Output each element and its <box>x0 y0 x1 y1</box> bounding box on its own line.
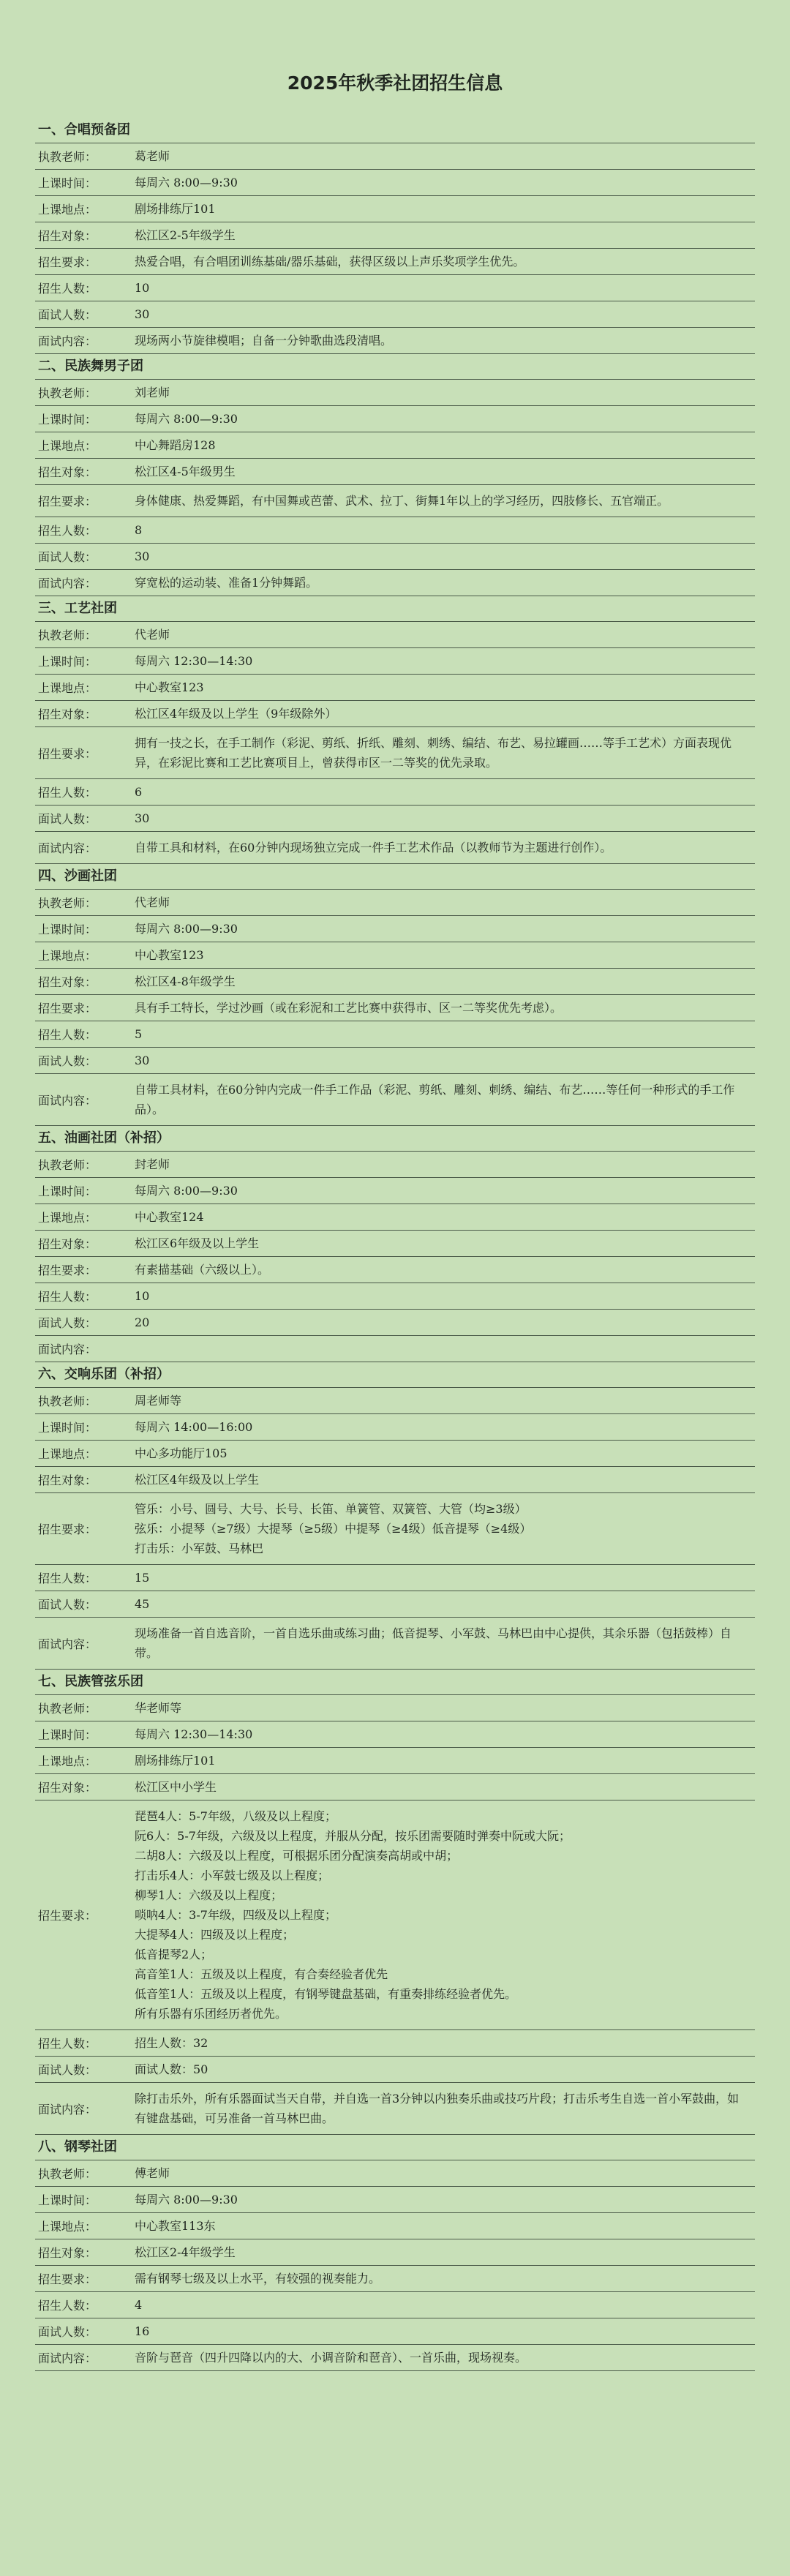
field-label: 执教老师： <box>38 1702 97 1716</box>
field-label: 招生人数： <box>38 524 97 538</box>
section-title: 八、钢琴社团 <box>35 2135 755 2160</box>
sections-container <box>35 118 755 2371</box>
section-piano <box>35 2135 755 2371</box>
field-label: 招生要求： <box>38 2272 97 2286</box>
field-label: 招生对象： <box>38 1237 97 1251</box>
field-value: 面试人数：50 <box>135 2062 208 2076</box>
field-label: 招生对象： <box>38 2246 97 2260</box>
section-oil-painting <box>35 1126 755 1362</box>
field-label: 上课时间： <box>38 1728 97 1742</box>
field-value: 周老师等 <box>135 1394 182 1408</box>
field-value: 现场准备一首自选音阶，一首自选乐曲或练习曲；低音提琴、小军鼓、马林巴由中心提供，其余乐器（包括鼓棒）自带。 <box>135 1626 732 1660</box>
field-label: 上课地点： <box>38 681 97 695</box>
info-row <box>35 1021 755 1048</box>
field-label: 招生要求： <box>38 1522 97 1536</box>
info-row <box>35 459 755 485</box>
info-row <box>35 1441 755 1467</box>
info-row <box>35 969 755 995</box>
field-value: 每周六 8:00—9:30 <box>135 922 238 936</box>
field-label: 招生要求： <box>38 1263 97 1277</box>
field-value: 每周六 12:30—14:30 <box>135 1727 253 1741</box>
field-label: 招生对象： <box>38 975 97 989</box>
field-label: 面试内容： <box>38 1343 97 1356</box>
field-value: 拥有一技之长，在手工制作（彩泥、剪纸、折纸、雕刻、刺绣、编结、布艺、易拉罐画……等手工艺术）方面表现优异，在彩泥比赛和工艺比赛项目上，曾获得市区一二等奖的优先录取。 <box>135 736 732 770</box>
field-value: 有素描基础（六级以上）。 <box>135 1263 270 1277</box>
info-row <box>35 544 755 570</box>
field-label: 招生人数： <box>38 786 97 800</box>
field-value: 葛老师 <box>135 149 170 163</box>
field-value: 16 <box>135 2324 150 2338</box>
field-label: 招生对象： <box>38 1473 97 1487</box>
info-row <box>35 1048 755 1074</box>
info-row <box>35 1336 755 1362</box>
info-row <box>35 2266 755 2292</box>
info-row <box>35 301 755 328</box>
field-label: 上课地点： <box>38 949 97 963</box>
field-value: 松江区4年级及以上学生 <box>135 1473 260 1487</box>
info-row <box>35 890 755 916</box>
info-row <box>35 2239 755 2266</box>
info-row <box>35 2292 755 2318</box>
info-row <box>35 806 755 832</box>
field-value: 每周六 8:00—9:30 <box>135 412 238 426</box>
field-value: 管乐：小号、圆号、大号、长号、长笛、单簧管、双簧管、大管（均≥3级） 弦乐：小提琴（≥7级）大提琴（≥5级）中提琴（≥4级）低音提琴（≥4级） 打击乐：小军鼓、马林巴 <box>135 1502 532 1555</box>
field-label: 面试内容： <box>38 1093 97 1108</box>
field-label: 上课地点： <box>38 1754 97 1768</box>
field-value: 音阶与琶音（四升四降以内的大、小调音阶和琶音）、一首乐曲，现场视奏。 <box>135 2351 527 2365</box>
field-label: 面试人数： <box>38 1316 97 1330</box>
field-value: 除打击乐外，所有乐器面试当天自带，并自选一首3分钟以内独奏乐曲或技巧片段；打击乐考生自选一首小军鼓曲，如有键盘基础，可另准备一首马林巴曲。 <box>135 2092 740 2125</box>
info-row <box>35 2030 755 2057</box>
field-value: 30 <box>135 1054 150 1067</box>
info-row <box>35 1467 755 1493</box>
info-row <box>35 1493 755 1565</box>
info-row <box>35 1800 755 2030</box>
info-row <box>35 2057 755 2083</box>
field-label: 上课时间： <box>38 1421 97 1435</box>
info-row <box>35 380 755 406</box>
info-row <box>35 779 755 806</box>
info-row <box>35 942 755 969</box>
field-label: 上课地点： <box>38 1447 97 1461</box>
field-value: 每周六 8:00—9:30 <box>135 1184 238 1198</box>
field-value <box>126 1346 755 1352</box>
field-label: 面试内容： <box>38 577 97 590</box>
info-row <box>35 675 755 701</box>
info-row <box>35 2083 755 2135</box>
section-craft <box>35 596 755 864</box>
field-label: 面试人数： <box>38 550 97 564</box>
field-label: 面试内容： <box>38 2351 97 2365</box>
section-sand-painting <box>35 864 755 1126</box>
field-label: 面试人数： <box>38 2063 97 2077</box>
field-value: 刘老师 <box>135 386 170 399</box>
field-label: 招生人数： <box>38 2299 97 2313</box>
field-label: 招生要求： <box>38 1002 97 1015</box>
field-value: 中心舞蹈房128 <box>135 438 216 452</box>
info-row <box>35 727 755 779</box>
field-value: 5 <box>135 1027 143 1041</box>
section-choir <box>35 118 755 354</box>
section-title: 一、合唱预备团 <box>35 118 755 143</box>
section-folk-dance <box>35 354 755 596</box>
field-label: 招生人数： <box>38 1028 97 1042</box>
section-symphony <box>35 1362 755 1670</box>
field-value: 每周六 8:00—9:30 <box>135 176 238 189</box>
info-row <box>35 249 755 275</box>
info-row <box>35 1748 755 1774</box>
field-value: 30 <box>135 307 150 321</box>
field-value: 华老师等 <box>135 1701 182 1715</box>
info-row <box>35 222 755 249</box>
field-value: 琵琶4人：5-7年级，八级及以上程度； 阮6人：5-7年级，六级及以上程度，并服从分配，按乐团需要随时弹奏中阮或大阮； 二胡8人：六级及以上程度，可根据乐团分配演奏高胡或中胡； 打击乐4人：小军鼓七级及以上程度； 柳琴1人：六级及以上程度； 唢呐4人：3-7年级，四级及以上程度； 大提琴4人：四级及以上程度； 低音提琴2人； 高音笙1人：五级及以上程度，有合奏经验者优先 低音笙1人：五级及以上程度，有钢琴键盘基础，有重奏排练经验者优先。 所有乐器有乐团经历者优先。 <box>135 1809 571 2021</box>
field-label: 招生对象： <box>38 707 97 721</box>
field-label: 招生人数： <box>38 1290 97 1304</box>
field-value: 松江区4-5年级男生 <box>135 465 236 478</box>
field-label: 招生要求： <box>38 255 97 269</box>
field-value: 代老师 <box>135 628 170 642</box>
field-value: 穿宽松的运动装、准备1分钟舞蹈。 <box>135 576 318 590</box>
field-label: 招生要求： <box>38 746 97 761</box>
info-row <box>35 995 755 1021</box>
field-label: 面试内容： <box>38 2102 97 2117</box>
section-title: 六、交响乐团（补招） <box>35 1362 755 1388</box>
info-row <box>35 1414 755 1441</box>
field-label: 招生对象： <box>38 229 97 243</box>
field-label: 上课地点： <box>38 2220 97 2234</box>
field-label: 面试人数： <box>38 1054 97 1068</box>
field-label: 上课地点： <box>38 1211 97 1225</box>
field-value: 8 <box>135 523 143 537</box>
field-value: 封老师 <box>135 1157 170 1171</box>
field-value: 剧场排练厅101 <box>135 1754 216 1768</box>
info-row <box>35 328 755 354</box>
field-label: 面试内容： <box>38 334 97 348</box>
field-label: 面试人数： <box>38 1598 97 1612</box>
field-label: 面试人数： <box>38 2325 97 2339</box>
field-value: 10 <box>135 281 150 295</box>
field-value: 自带工具材料，在60分钟内完成一件手工作品（彩泥、剪纸、雕刻、刺绣、编结、布艺……等任何一种形式的手工作品）。 <box>135 1083 735 1116</box>
info-row <box>35 832 755 864</box>
page-title: 2025年秋季社团招生信息 <box>287 72 503 94</box>
field-label: 上课时间： <box>38 655 97 669</box>
info-row <box>35 1231 755 1257</box>
field-label: 招生对象： <box>38 1781 97 1795</box>
field-label: 上课时间： <box>38 923 97 936</box>
info-row <box>35 648 755 675</box>
field-label: 面试内容： <box>38 841 97 855</box>
info-row <box>35 2187 755 2213</box>
info-row <box>35 170 755 196</box>
section-chinese-orchestra <box>35 1670 755 2135</box>
field-value: 30 <box>135 811 150 825</box>
info-row <box>35 570 755 596</box>
field-value: 需有钢琴七级及以上水平，有较强的视奏能力。 <box>135 2272 381 2286</box>
field-label: 面试人数： <box>38 812 97 826</box>
field-value: 每周六 8:00—9:30 <box>135 2193 238 2207</box>
field-label: 执教老师： <box>38 386 97 400</box>
field-label: 执教老师： <box>38 1394 97 1408</box>
info-row <box>35 1774 755 1800</box>
field-value: 热爱合唱，有合唱团训练基础/器乐基础，获得区级以上声乐奖项学生优先。 <box>135 255 525 269</box>
info-row <box>35 1695 755 1721</box>
field-label: 执教老师： <box>38 150 97 164</box>
info-row <box>35 1618 755 1670</box>
field-value: 中心教室123 <box>135 948 204 962</box>
info-row <box>35 517 755 544</box>
field-value: 中心教室123 <box>135 680 204 694</box>
field-label: 执教老师： <box>38 896 97 910</box>
section-title: 五、油画社团（补招） <box>35 1126 755 1152</box>
info-row <box>35 1283 755 1310</box>
field-value: 松江区6年级及以上学生 <box>135 1236 260 1250</box>
field-label: 招生人数： <box>38 1571 97 1585</box>
field-label: 上课时间： <box>38 1184 97 1198</box>
info-row <box>35 1178 755 1204</box>
info-row <box>35 701 755 727</box>
field-label: 上课时间： <box>38 413 97 427</box>
info-row <box>35 2318 755 2345</box>
field-value: 中心教室124 <box>135 1210 204 1224</box>
info-row <box>35 1152 755 1178</box>
field-value: 松江区中小学生 <box>135 1780 217 1794</box>
field-label: 上课时间： <box>38 176 97 190</box>
field-label: 招生要求： <box>38 495 97 508</box>
field-value: 6 <box>135 785 143 799</box>
info-row <box>35 432 755 459</box>
field-label: 面试人数： <box>38 308 97 322</box>
field-label: 执教老师： <box>38 2167 97 2181</box>
info-row <box>35 406 755 432</box>
field-value: 松江区2-4年级学生 <box>135 2245 236 2259</box>
field-label: 执教老师： <box>38 628 97 642</box>
field-value: 中心教室113东 <box>135 2219 216 2233</box>
field-label: 招生要求： <box>38 1909 97 1923</box>
section-title: 二、民族舞男子团 <box>35 354 755 380</box>
field-value: 松江区4年级及以上学生（9年级除外） <box>135 707 337 721</box>
field-value: 4 <box>135 2298 143 2312</box>
field-label: 上课时间： <box>38 2193 97 2207</box>
field-label: 招生对象： <box>38 465 97 479</box>
field-value: 每周六 14:00—16:00 <box>135 1420 253 1434</box>
field-label: 上课地点： <box>38 439 97 453</box>
field-value: 松江区4-8年级学生 <box>135 975 236 988</box>
field-value: 松江区2-5年级学生 <box>135 228 236 242</box>
field-value: 45 <box>135 1597 150 1611</box>
info-row <box>35 196 755 222</box>
field-label: 招生人数： <box>38 282 97 296</box>
section-title: 七、民族管弦乐团 <box>35 1670 755 1695</box>
field-value: 招生人数：32 <box>135 2036 208 2050</box>
field-value: 15 <box>135 1571 150 1585</box>
field-label: 上课地点： <box>38 203 97 217</box>
field-value: 中心多功能厅105 <box>135 1446 227 1460</box>
section-title: 三、工艺社团 <box>35 596 755 622</box>
info-row <box>35 1591 755 1618</box>
field-value: 10 <box>135 1289 150 1303</box>
info-row <box>35 1721 755 1748</box>
field-value: 30 <box>135 549 150 563</box>
field-value: 自带工具和材料，在60分钟内现场独立完成一件手工艺术作品（以教师节为主题进行创作）。 <box>135 841 612 855</box>
info-row <box>35 1565 755 1591</box>
field-label: 执教老师： <box>38 1158 97 1172</box>
field-label: 面试内容： <box>38 1637 97 1651</box>
section-title: 四、沙画社团 <box>35 864 755 890</box>
field-value: 傅老师 <box>135 2166 170 2180</box>
field-value: 剧场排练厅101 <box>135 202 216 216</box>
info-row <box>35 2160 755 2187</box>
field-label: 招生人数： <box>38 2037 97 2051</box>
info-row <box>35 1257 755 1283</box>
info-row <box>35 1388 755 1414</box>
info-row <box>35 2345 755 2371</box>
field-value: 每周六 12:30—14:30 <box>135 654 253 668</box>
field-value: 20 <box>135 1315 150 1329</box>
info-row <box>35 622 755 648</box>
info-row <box>35 275 755 301</box>
info-row <box>35 143 755 170</box>
field-value: 代老师 <box>135 895 170 909</box>
info-row <box>35 1204 755 1231</box>
field-value: 具有手工特长，学过沙画（或在彩泥和工艺比赛中获得市、区一二等奖优先考虑）。 <box>135 1001 563 1015</box>
info-row <box>35 1310 755 1336</box>
info-row <box>35 2213 755 2239</box>
info-row <box>35 916 755 942</box>
field-value: 现场两小节旋律模唱；自备一分钟歌曲选段清唱。 <box>135 334 393 348</box>
info-row <box>35 1074 755 1126</box>
field-value: 身体健康、热爱舞蹈，有中国舞或芭蕾、武术、拉丁、街舞1年以上的学习经历，四肢修长、五官端正。 <box>135 494 669 508</box>
info-row <box>35 485 755 517</box>
